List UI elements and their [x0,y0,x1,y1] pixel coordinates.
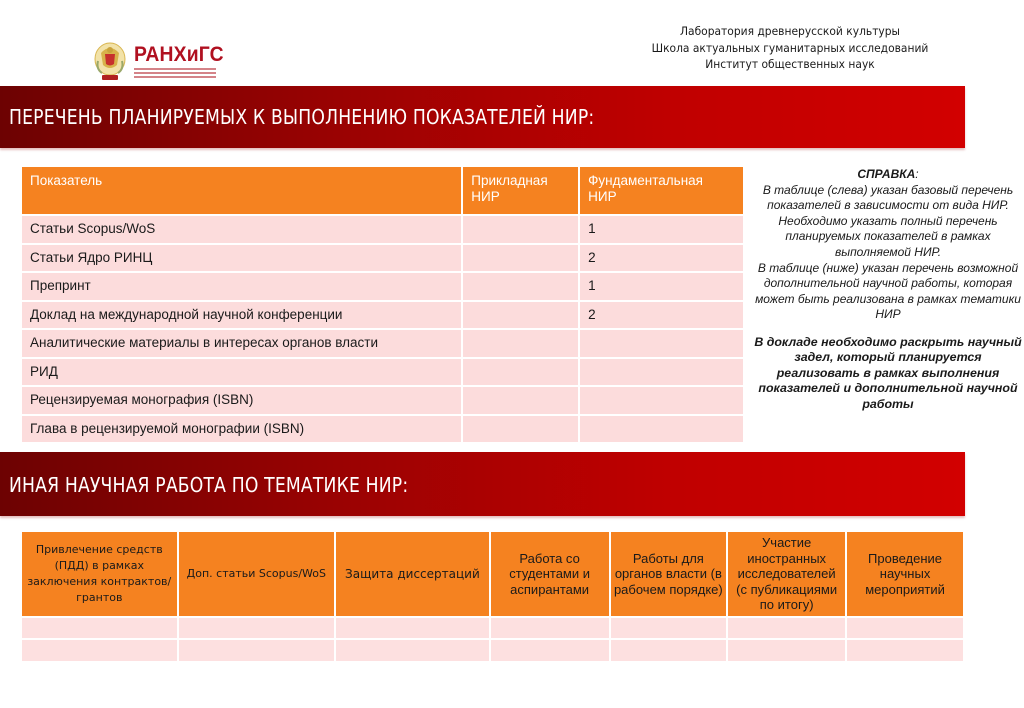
indicator-cell: Статьи Ядро РИНЦ [21,244,462,273]
column-header-dissertations: Защита диссертаций [335,531,490,617]
institution-line: Лаборатория древнерусской культуры [679,24,901,38]
other-work-table [20,530,965,663]
column-header-applied: Прикладная НИР [462,166,579,215]
indicator-cell: Глава в рецензируемой монографии (ISBN) [21,415,462,444]
fundamental-cell[interactable] [579,358,744,387]
table-header-row [21,531,964,617]
table-row [21,215,744,244]
applied-cell[interactable] [462,329,579,358]
table-cell[interactable] [846,617,964,639]
fundamental-cell[interactable] [579,386,744,415]
column-header-fundamental: Фундаментальная НИР [579,166,744,215]
ranepa-logo [92,38,224,84]
table-cell[interactable] [21,639,178,662]
table-header-row [21,166,744,215]
column-header-foreign-researchers: Участие иностранных исследователей (с публикациями по итогу) [727,531,846,617]
applied-cell[interactable] [462,215,579,244]
reference-note [752,167,1024,412]
fundamental-cell[interactable]: 2 [579,244,744,273]
section-title: ИНАЯ НАУЧНАЯ РАБОТА ПО ТЕМАТИКЕ НИР: [9,473,409,497]
note-title-colon: : [915,167,919,181]
table-cell[interactable] [610,639,728,662]
applied-cell[interactable] [462,386,579,415]
fundamental-cell[interactable]: 2 [579,301,744,330]
table-row [21,272,744,301]
applied-cell[interactable] [462,301,579,330]
note-emphasis: В докладе необходимо раскрыть научный задел, который планируется реализовать в рамках выполнения показателей и дополнительной научной работы [754,334,1022,411]
indicator-cell: Аналитические материалы в интересах органов власти [21,329,462,358]
table-cell[interactable] [490,639,610,662]
table-row [21,301,744,330]
note-paragraph: В таблице (слева) указан базовый перечень показателей в зависимости от вида НИР. Необходимо указать полный перечень планируемых показателей в рамках выполняемой НИР. [762,182,1014,259]
logo-wordmark: РАНХиГС [134,43,224,66]
note-title-line [752,167,1024,183]
fundamental-cell[interactable] [579,415,744,444]
table-cell[interactable] [727,617,846,639]
table-row [21,244,744,273]
indicator-cell: Препринт [21,272,462,301]
table-cell[interactable] [178,639,336,662]
applied-cell[interactable] [462,415,579,444]
indicator-cell: Доклад на международной научной конференции [21,301,462,330]
table-cell[interactable] [21,617,178,639]
column-header-funding: Привлечение средств (ПДД) в рамках заключения контрактов/грантов [21,531,178,617]
column-header-events: Проведение научных мероприятий [846,531,964,617]
table-row [21,358,744,387]
institution-line: Институт общественных наук [705,57,875,71]
fundamental-cell[interactable] [579,329,744,358]
emblem-icon [92,39,128,83]
section-title: ПЕРЕЧЕНЬ ПЛАНИРУЕМЫХ К ВЫПОЛНЕНИЮ ПОКАЗАТЕЛЕЙ НИР: [9,105,595,129]
table-row [21,415,744,444]
note-title: СПРАВКА [857,167,916,181]
column-header-government-work: Работы для органов власти (в рабочем порядке) [610,531,728,617]
table-row [21,329,744,358]
note-paragraph: В таблице (ниже) указан перечень возможной дополнительной научной работы, которая может быть реализована в рамках тематики НИР [755,260,1021,322]
applied-cell[interactable] [462,358,579,387]
institution-info [613,23,966,73]
column-header-extra-articles: Доп. статьи Scopus/WoS [178,531,336,617]
table-cell[interactable] [178,617,336,639]
section-banner-indicators [0,86,965,148]
indicator-cell: Рецензируемая монография (ISBN) [21,386,462,415]
applied-cell[interactable] [462,244,579,273]
logo-subtitle-lines [134,68,232,78]
table-row [21,386,744,415]
fundamental-cell[interactable]: 1 [579,272,744,301]
table-row [21,639,964,662]
table-cell[interactable] [727,639,846,662]
indicator-cell: РИД [21,358,462,387]
column-header-indicator: Показатель [21,166,462,215]
table-cell[interactable] [335,639,490,662]
column-header-students: Работа со студентами и аспирантами [490,531,610,617]
fundamental-cell[interactable]: 1 [579,215,744,244]
table-cell[interactable] [610,617,728,639]
indicator-cell: Статьи Scopus/WoS [21,215,462,244]
table-cell[interactable] [335,617,490,639]
table-cell[interactable] [490,617,610,639]
table-cell[interactable] [846,639,964,662]
institution-line: Школа актуальных гуманитарных исследований [651,40,929,55]
applied-cell[interactable] [462,272,579,301]
indicators-table [20,165,745,444]
table-row [21,617,964,639]
section-banner-other-work [0,452,965,516]
